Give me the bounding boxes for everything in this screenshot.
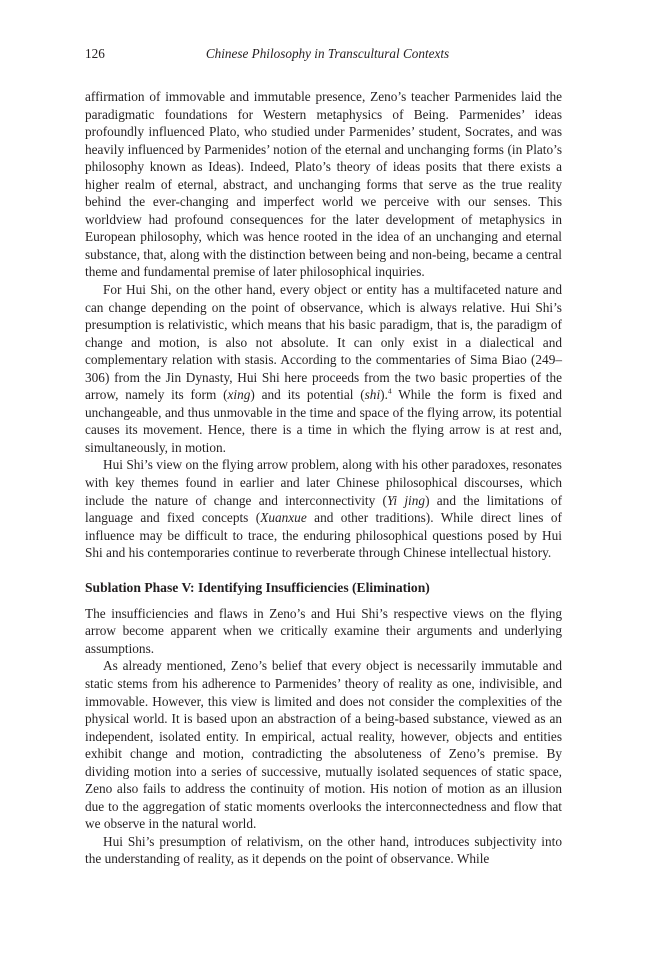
paragraph-2-text-c: ). bbox=[380, 387, 388, 403]
term-xing: xing bbox=[227, 387, 251, 403]
paragraph-2 bbox=[85, 281, 562, 456]
paragraph-4: The insufficiencies and flaws in Zeno’s and Hui Shi’s respective views on the flying arrow become apparent when we critically examine their arguments and underlying assumptions. bbox=[85, 605, 562, 656]
paragraph-2-text-a: For Hui Shi, on the other hand, every object or entity has a multifaceted nature and can change depending on the point of observance, which is always relative. Hui Shi’s presumption is relativistic, which means that his basic paradigm, that is, the paradigm of change and motion, is also not absolute. It can only exist in a dialectical and complementary relation with stasis. According to the commentaries of Sima Biao (249–306) from the Jin Dynasty, Hui Shi here proceeds from the two basic properties of the arrow, namely its form ( bbox=[85, 282, 562, 403]
paragraph-1: affirmation of immovable and immutable presence, Zeno’s teacher Parmenides laid the paradigmatic foundations for Western metaphysics of Being. Parmenides’ ideas profoundly influenced Plato, who studied under Parmenides’ student, Socrates, and was heavily influenced by Parmenides’ notion of the eternal and unchanging forms (in Plato’s philosophy known as Ideas). Indeed, Plato’s theory of ideas posits that there exists a higher realm of eternal, abstract, and unchanging forms that serve as the true reality behind the ever-changing and imperfect world we perceive with our senses. This worldview had profound consequences for the later development of metaphysics in European philosophy, which was hence rooted in the idea of an unchanging and eternal substance, that, along with the distinction between being and non-being, became a central theme and fundamental premise of later philosophical inquiries. bbox=[85, 89, 562, 280]
paragraph-2-text-d: While the form is fixed and unchangeable, and thus unmovable in the time and space of the flying arrow, its potential causes its movement. Hence, there is a time in which the flying arrow is at rest and, simultaneously, in motion. bbox=[85, 387, 562, 455]
page-number: 126 bbox=[85, 46, 105, 61]
section-heading: Sublation Phase V: Identifying Insufficiencies (Elimination) bbox=[85, 579, 430, 595]
book-page bbox=[85, 42, 562, 868]
term-shi: shi bbox=[364, 387, 381, 403]
running-title: Chinese Philosophy in Transcultural Contexts bbox=[205, 46, 450, 61]
term-yi-jing: Yi jing bbox=[386, 492, 426, 508]
paragraph-2-text-b: ) and its potential ( bbox=[250, 387, 365, 403]
footnote-marker: 4 bbox=[387, 386, 392, 396]
paragraph-3-text-a: Hui Shi’s view on the flying arrow problem, along with his other paradoxes, resonates with key themes found in earlier and later Chinese philosophical discourses, which include the nature of change and interconnectivity ( bbox=[85, 457, 562, 508]
term-xuanxue: Xuanxue bbox=[260, 510, 307, 526]
paragraph-6: Hui Shi’s presumption of relativism, on the other hand, introduces subjectivity into the understanding of reality, as it depends on the point of observance. While bbox=[85, 833, 562, 867]
paragraph-3-text-c: and other traditions). While direct lines of influence may be difficult to trace, the enduring philosophical questions posed by Hui Shi and his contemporaries continue to reverberate through Chinese intellectual history. bbox=[85, 510, 562, 561]
running-header bbox=[85, 42, 562, 66]
paragraph-5: As already mentioned, Zeno’s belief that every object is necessarily immutable and static stems from his adherence to Parmenides’ theory of reality as one, indivisible, and immovable. However, this view is limited and does not consider the complexities of the physical world. It is based upon an abstraction of a being-based substance, viewed as an independent, isolated entity. In empirical, actual reality, however, objects and entities exhibit change and motion, contradicting the absoluteness of Zeno’s premise. By dividing motion into a series of successive, mutually isolated sequences of static space, Zeno also fails to address the continuity of motion. His notion of motion as an illusion due to the aggregation of static moments overlooks the interconnectedness and flow that we observe in the natural world. bbox=[85, 658, 562, 832]
paragraph-3-text-b: ) and the limitations of language and fixed concepts ( bbox=[85, 492, 562, 526]
body-text bbox=[85, 88, 562, 868]
paragraph-3 bbox=[85, 456, 562, 561]
